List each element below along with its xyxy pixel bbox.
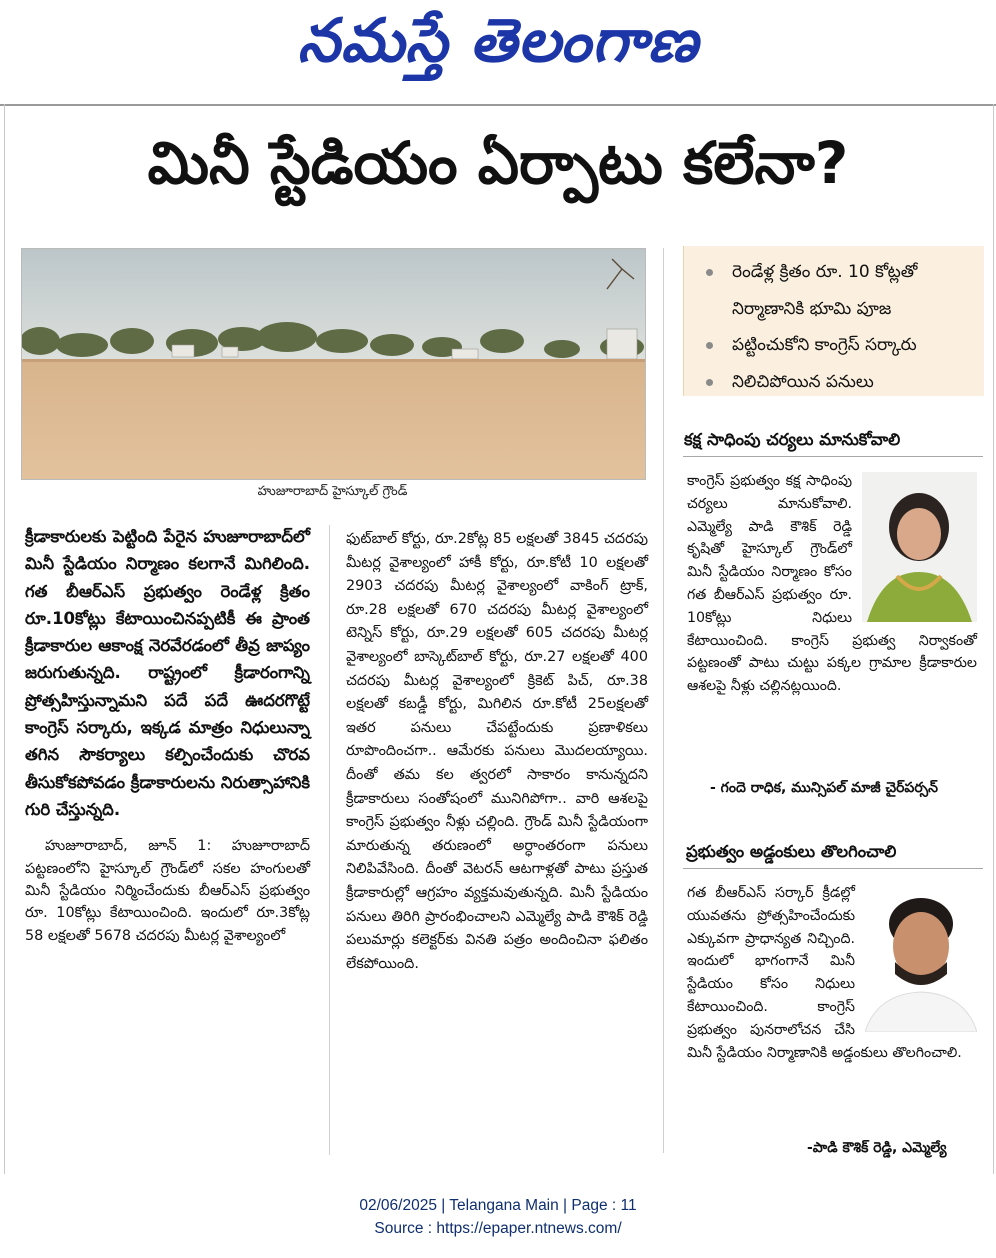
sidebar-divider (663, 248, 664, 1153)
highlight-item: నిలిచిపోయిన పనులు (698, 364, 984, 401)
footer-source: Source : https://epaper.ntnews.com/ (374, 1220, 622, 1237)
quote-2-heading: ప్రభుత్వం అడ్డంకులు తొలగించాలి (686, 842, 897, 861)
bullet-icon (706, 342, 713, 349)
bullet-icon (706, 379, 713, 386)
quote-1-heading: కక్ష సాధింపు చర్యలు మానుకోవాలి (684, 430, 901, 449)
article-body-part-2: ఫుట్‌బాల్ కోర్టు, రూ.2కోట్ల 85 లక్షలతో 3845 చదరపు మీటర్ల వైశాల్యంలో హాకీ కోర్టు, రూ.కోటీ 10 లక్షలతో 2903 చదరపు మీటర్ల వైశాల్యంలో వాకింగ్ ట్రాక్, రూ.28 లక్షలతో 670 చదరపు మీటర్ల వైశాల్యంలో టెన్నిస్ కోర్టు, రూ.29 లక్షలతో 605 చదరపు మీటర్ల వైశాల్యంలో బాస్కెట్‌బాల్ కోర్టు, రూ.27 లక్షలతో 400 చదరపు మీటర్ల వైశాల్యంలో క్రికెట్ పిచ్, రూ.38 లక్షలతో కబడ్డీ కోర్టు, మిగిలిన రూ.కోటీ 25లక్షలతో ఇతర పనులు చేపట్టేందుకు ప్రణాళికలు రూపొందించగా.. ఆమేరకు పనులు మొదలయ్యాయి. దీంతో తమ కల త్వరలో సాకారం కానున్నదని క్రీడాకారులు సంతోషంలో మునిగిపోగా.. వారి ఆశలపై కాంగ్రెస్ ప్రభుత్వం నీళ్లు చల్లింది. గ్రౌండ్ మినీ స్టేడియంగా మారుతున్న తరుణంలో అర్ధాంతరంగా పనులు నిలిపివేసింది. దీంతో వెటరన్ ఆటగాళ్లతో పాటు ప్రస్తుత క్రీడాకారుల్లో ఆగ్రహం వ్యక్తమవుతున్నది. మినీ స్టేడియం పనులు తిరిగి ప్రారంభించాలని ఎమ్మెల్యే పాడి కౌశిక్ రెడ్డి పలుమార్లు కలెక్టర్‌కు వినతి పత్రం అందించినా ఫలితం లేకపోయింది. (346, 531, 648, 972)
quote-2-text: గత బీఆర్ఎస్ సర్కార్ క్రీడల్లో యువతను ప్రోత్సహించేందుకు ఎక్కువగా ప్రాధాన్యత నిచ్చింది. ఇందులో భాగంగానే మినీ స్టేడియం కోసం నిధులు కేటాయించింది. కాంగ్రెస్ ప్రభుత్వం పునరాలోచన చేసి మినీ స్టేడియం నిర్మాణానికి అడ్డంకులు తొలగించాలి. (687, 882, 977, 1064)
quote-1-signature: - గందె రాధిక, మున్సిపల్ మాజీ చైర్‌పర్సన్ (710, 780, 938, 796)
ground-photo (21, 248, 646, 480)
article-lead: క్రీడాకారులకు పెట్టింది పేరైన హుజూరాబాద్‌లో మినీ స్టేడియం నిర్మాణం కలగానే మిగిలింది. గత బీఆర్ఎస్ ప్రభుత్వం రెండేళ్ల క్రితం రూ.10కోట్లు కేటాయించినప్పటికీ ఈ ప్రాంత క్రీడాకారుల ఆకాంక్ష నెరవేరడంలో తీవ్ర జాప్యం జరుగుతున్నది. రాష్ట్రంలో క్రీడారంగాన్ని ప్రోత్సహిస్తున్నామని పదే పదే ఊదరగొట్టే కాంగ్రెస్ సర్కారు, ఇక్కడ మాత్రం నిధులున్నా తగిన సౌకర్యాలు కల్పించేందుకు చొరవ తీసుకోకపోవడం క్రీడాకారులను నిరుత్సాహానికి గురి చేస్తున్నది. (25, 527, 310, 819)
highlight-item: పట్టించుకోని కాంగ్రెస్ సర్కారు (698, 327, 984, 364)
ground-photo-image (22, 249, 645, 479)
portrait-padi-kaushik-reddy (865, 884, 977, 1032)
frame-right-border (993, 104, 994, 1174)
quote-2-signature: -పాడి కౌశిక్ రెడ్డి, ఎమ్మెల్యే (807, 1140, 947, 1156)
article-column-1 (25, 523, 310, 947)
masthead (0, 0, 996, 100)
quote-1-text: కాంగ్రెస్ ప్రభుత్వం కక్ష సాధింపు చర్యలు మానుకోవాలి. ఎమ్మెల్యే పాడి కౌశిక్ రెడ్డి కృషితో హైస్కూల్ గ్రౌండ్‌లో మినీ స్టేడియం నిర్మాణం కోసం గత బీఆర్ఎస్ ప్రభుత్వం రూ. 10కోట్లు నిధులు కేటాయించింది. కాంగ్రెస్ ప్రభుత్వ నిర్వాకంతో పట్టణంతో పాటు చుట్టు పక్కల గ్రామాల క్రీడాకారుల ఆశలపై నీళ్లు చల్లినట్లయింది. (687, 473, 977, 695)
top-rule (0, 104, 996, 106)
frame-left-border (4, 104, 5, 1174)
footer (0, 1194, 996, 1240)
article-headline: మినీ స్టేడియం ఏర్పాటు కలేనా? (147, 129, 849, 197)
column-divider (329, 525, 330, 1155)
article-column-2 (346, 528, 648, 976)
portrait-gande-radhika (862, 472, 977, 622)
article-body-part-1: హుజూరాబాద్, జూన్ 1: హుజూరాబాద్ పట్టణంలోని హైస్కూల్ గ్రౌండ్‌లో సకల హంగులతో మినీ స్టేడియం నిర్మించేందుకు బీఆర్ఎస్ ప్రభుత్వం రూ. 10కోట్లు కేటాయించింది. ఇందులో రూ.3కోట్ల 58 లక్షలతో 5678 చదరపు మీటర్ల వైశాల్యంలో (25, 838, 310, 944)
quote-2-rule (683, 868, 983, 869)
footer-date-page: 02/06/2025 | Telangana Main | Page : 11 (359, 1197, 637, 1214)
quote-1-rule (683, 456, 983, 457)
newspaper-logo: నమస్తే తెలంగాణ (297, 6, 699, 76)
highlight-item: రెండేళ్ల క్రితం రూ. 10 కోట్లతో నిర్మాణానికి భూమి పూజ (698, 254, 984, 327)
highlights-box (683, 246, 984, 396)
bullet-icon (706, 269, 713, 276)
photo-caption: హుజూరాబాద్ హైస్కూల్ గ్రౌండ్ (257, 484, 408, 499)
